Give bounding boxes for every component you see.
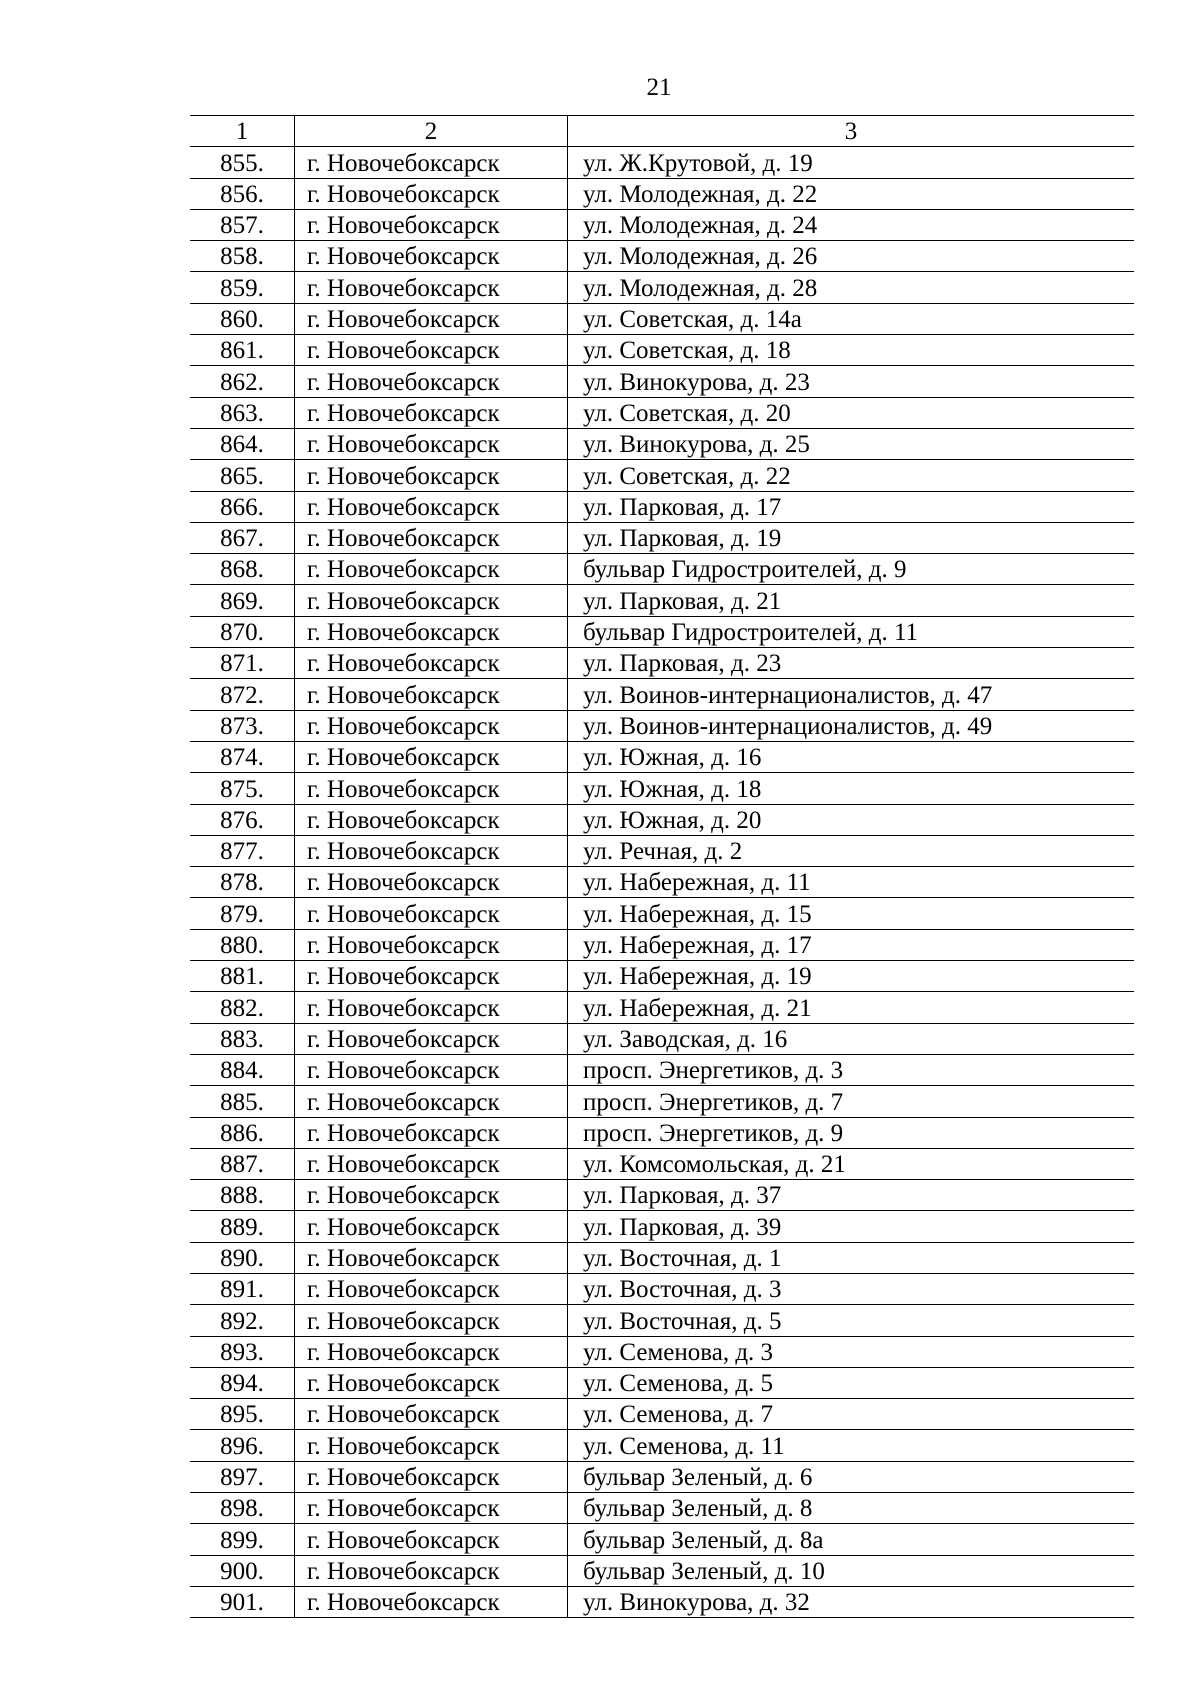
table-row <box>190 1555 1134 1586</box>
table-row <box>190 710 1134 741</box>
row-address-cell: ул. Молодежная, д. 22 <box>568 178 1135 209</box>
row-number-cell: 900. <box>190 1555 295 1586</box>
row-number-cell: 893. <box>190 1336 295 1367</box>
row-city-cell: г. Новочебоксарск <box>295 992 568 1023</box>
table-row <box>190 554 1134 585</box>
row-number-cell: 869. <box>190 585 295 616</box>
row-address-cell: бульвар Гидростроителей, д. 9 <box>568 554 1135 585</box>
row-city-cell: г. Новочебоксарск <box>295 1336 568 1367</box>
table-row <box>190 929 1134 960</box>
row-address-cell: бульвар Зеленый, д. 8 <box>568 1493 1135 1524</box>
row-number-cell: 895. <box>190 1399 295 1430</box>
table-row <box>190 460 1134 491</box>
table-row <box>190 1023 1134 1054</box>
row-address-cell: ул. Советская, д. 22 <box>568 460 1135 491</box>
row-address-cell: бульвар Гидростроителей, д. 11 <box>568 616 1135 647</box>
row-number-cell: 864. <box>190 428 295 459</box>
row-number-cell: 891. <box>190 1273 295 1304</box>
row-city-cell: г. Новочебоксарск <box>295 1461 568 1492</box>
table-row <box>190 147 1134 178</box>
table-row <box>190 272 1134 303</box>
row-city-cell: г. Новочебоксарск <box>295 241 568 272</box>
table-row <box>190 1211 1134 1242</box>
table-row <box>190 835 1134 866</box>
table-row <box>190 1148 1134 1179</box>
row-city-cell: г. Новочебоксарск <box>295 1367 568 1398</box>
row-number-cell: 894. <box>190 1367 295 1398</box>
row-number-cell: 886. <box>190 1117 295 1148</box>
table-row <box>190 303 1134 334</box>
table-row <box>190 1180 1134 1211</box>
row-address-cell: ул. Советская, д. 14а <box>568 303 1135 334</box>
table-row <box>190 961 1134 992</box>
row-city-cell: г. Новочебоксарск <box>295 1273 568 1304</box>
row-number-cell: 882. <box>190 992 295 1023</box>
row-number-cell: 888. <box>190 1180 295 1211</box>
row-city-cell: г. Новочебоксарск <box>295 804 568 835</box>
row-address-cell: ул. Винокурова, д. 25 <box>568 428 1135 459</box>
page-number: 21 <box>646 74 672 101</box>
row-number-cell: 885. <box>190 1086 295 1117</box>
row-number-cell: 898. <box>190 1493 295 1524</box>
row-city-cell: г. Новочебоксарск <box>295 554 568 585</box>
row-number-cell: 901. <box>190 1586 295 1617</box>
row-number-cell: 887. <box>190 1148 295 1179</box>
header-cell-number: 1 <box>190 116 295 147</box>
address-table <box>190 115 1134 1618</box>
row-address-cell: ул. Восточная, д. 1 <box>568 1242 1135 1273</box>
row-city-cell: г. Новочебоксарск <box>295 178 568 209</box>
row-city-cell: г. Новочебоксарск <box>295 1586 568 1617</box>
row-address-cell: ул. Восточная, д. 5 <box>568 1305 1135 1336</box>
table-row <box>190 1430 1134 1461</box>
row-city-cell: г. Новочебоксарск <box>295 898 568 929</box>
row-city-cell: г. Новочебоксарск <box>295 585 568 616</box>
row-city-cell: г. Новочебоксарск <box>295 1148 568 1179</box>
row-address-cell: ул. Парковая, д. 23 <box>568 648 1135 679</box>
row-address-cell: бульвар Зеленый, д. 10 <box>568 1555 1135 1586</box>
table-row <box>190 804 1134 835</box>
row-city-cell: г. Новочебоксарск <box>295 397 568 428</box>
row-address-cell: ул. Винокурова, д. 23 <box>568 366 1135 397</box>
row-city-cell: г. Новочебоксарск <box>295 1180 568 1211</box>
row-number-cell: 872. <box>190 679 295 710</box>
row-address-cell: ул. Парковая, д. 17 <box>568 491 1135 522</box>
table-row <box>190 1117 1134 1148</box>
row-city-cell: г. Новочебоксарск <box>295 1117 568 1148</box>
row-city-cell: г. Новочебоксарск <box>295 929 568 960</box>
row-city-cell: г. Новочебоксарск <box>295 1023 568 1054</box>
table-row <box>190 428 1134 459</box>
row-number-cell: 873. <box>190 710 295 741</box>
row-address-cell: ул. Набережная, д. 21 <box>568 992 1135 1023</box>
row-address-cell: бульвар Зеленый, д. 6 <box>568 1461 1135 1492</box>
row-city-cell: г. Новочебоксарск <box>295 648 568 679</box>
row-address-cell: ул. Семенова, д. 7 <box>568 1399 1135 1430</box>
row-city-cell: г. Новочебоксарск <box>295 272 568 303</box>
table-row <box>190 898 1134 929</box>
row-city-cell: г. Новочебоксарск <box>295 741 568 772</box>
row-address-cell: ул. Южная, д. 16 <box>568 741 1135 772</box>
row-city-cell: г. Новочебоксарск <box>295 679 568 710</box>
row-address-cell: ул. Речная, д. 2 <box>568 835 1135 866</box>
row-number-cell: 880. <box>190 929 295 960</box>
table-row <box>190 992 1134 1023</box>
row-city-cell: г. Новочебоксарск <box>295 335 568 366</box>
table-row <box>190 209 1134 240</box>
table-row <box>190 741 1134 772</box>
table-row <box>190 773 1134 804</box>
table-row <box>190 616 1134 647</box>
row-city-cell: г. Новочебоксарск <box>295 867 568 898</box>
table-row <box>190 1493 1134 1524</box>
row-number-cell: 860. <box>190 303 295 334</box>
row-number-cell: 883. <box>190 1023 295 1054</box>
row-number-cell: 897. <box>190 1461 295 1492</box>
row-address-cell: ул. Набережная, д. 17 <box>568 929 1135 960</box>
row-number-cell: 867. <box>190 522 295 553</box>
table-header-row <box>190 116 1134 147</box>
row-address-cell: ул. Южная, д. 20 <box>568 804 1135 835</box>
table-row <box>190 241 1134 272</box>
row-address-cell: ул. Винокурова, д. 32 <box>568 1586 1135 1617</box>
table-row <box>190 491 1134 522</box>
row-address-cell: ул. Южная, д. 18 <box>568 773 1135 804</box>
row-number-cell: 877. <box>190 835 295 866</box>
header-cell-address: 3 <box>568 116 1135 147</box>
row-city-cell: г. Новочебоксарск <box>295 1493 568 1524</box>
table-row <box>190 1054 1134 1085</box>
table-row <box>190 1086 1134 1117</box>
table-row <box>190 1273 1134 1304</box>
row-number-cell: 884. <box>190 1054 295 1085</box>
table-row <box>190 867 1134 898</box>
table-row <box>190 366 1134 397</box>
row-city-cell: г. Новочебоксарск <box>295 773 568 804</box>
table-row <box>190 335 1134 366</box>
table-row <box>190 648 1134 679</box>
row-address-cell: ул. Семенова, д. 11 <box>568 1430 1135 1461</box>
row-address-cell: бульвар Зеленый, д. 8а <box>568 1524 1135 1555</box>
row-address-cell: ул. Ж.Крутовой, д. 19 <box>568 147 1135 178</box>
row-city-cell: г. Новочебоксарск <box>295 1054 568 1085</box>
row-address-cell: ул. Воинов-интернационалистов, д. 47 <box>568 679 1135 710</box>
row-number-cell: 875. <box>190 773 295 804</box>
row-city-cell: г. Новочебоксарск <box>295 1305 568 1336</box>
row-address-cell: ул. Молодежная, д. 26 <box>568 241 1135 272</box>
row-city-cell: г. Новочебоксарск <box>295 1524 568 1555</box>
row-address-cell: просп. Энергетиков, д. 7 <box>568 1086 1135 1117</box>
row-address-cell: ул. Советская, д. 20 <box>568 397 1135 428</box>
row-address-cell: ул. Набережная, д. 15 <box>568 898 1135 929</box>
row-number-cell: 859. <box>190 272 295 303</box>
table-row <box>190 1524 1134 1555</box>
row-city-cell: г. Новочебоксарск <box>295 491 568 522</box>
row-city-cell: г. Новочебоксарск <box>295 1242 568 1273</box>
table-row <box>190 1367 1134 1398</box>
row-number-cell: 890. <box>190 1242 295 1273</box>
row-address-cell: ул. Молодежная, д. 28 <box>568 272 1135 303</box>
table-row <box>190 1586 1134 1617</box>
row-address-cell: ул. Молодежная, д. 24 <box>568 209 1135 240</box>
row-address-cell: ул. Парковая, д. 37 <box>568 1180 1135 1211</box>
row-address-cell: ул. Набережная, д. 11 <box>568 867 1135 898</box>
row-city-cell: г. Новочебоксарск <box>295 835 568 866</box>
row-city-cell: г. Новочебоксарск <box>295 522 568 553</box>
row-address-cell: ул. Парковая, д. 39 <box>568 1211 1135 1242</box>
row-address-cell: ул. Парковая, д. 21 <box>568 585 1135 616</box>
row-number-cell: 858. <box>190 241 295 272</box>
table-row <box>190 585 1134 616</box>
address-table-body <box>190 116 1134 1618</box>
row-city-cell: г. Новочебоксарск <box>295 961 568 992</box>
row-number-cell: 899. <box>190 1524 295 1555</box>
row-city-cell: г. Новочебоксарск <box>295 1430 568 1461</box>
row-number-cell: 896. <box>190 1430 295 1461</box>
row-address-cell: ул. Семенова, д. 3 <box>568 1336 1135 1367</box>
row-address-cell: ул. Советская, д. 18 <box>568 335 1135 366</box>
row-number-cell: 865. <box>190 460 295 491</box>
row-number-cell: 878. <box>190 867 295 898</box>
row-number-cell: 876. <box>190 804 295 835</box>
row-number-cell: 868. <box>190 554 295 585</box>
row-city-cell: г. Новочебоксарск <box>295 366 568 397</box>
row-address-cell: ул. Комсомольская, д. 21 <box>568 1148 1135 1179</box>
table-row <box>190 679 1134 710</box>
row-city-cell: г. Новочебоксарск <box>295 1555 568 1586</box>
table-row <box>190 1242 1134 1273</box>
row-city-cell: г. Новочебоксарск <box>295 460 568 491</box>
row-city-cell: г. Новочебоксарск <box>295 1086 568 1117</box>
row-city-cell: г. Новочебоксарск <box>295 616 568 647</box>
row-number-cell: 870. <box>190 616 295 647</box>
table-row <box>190 1305 1134 1336</box>
row-number-cell: 856. <box>190 178 295 209</box>
table-row <box>190 1336 1134 1367</box>
row-number-cell: 863. <box>190 397 295 428</box>
row-address-cell: просп. Энергетиков, д. 9 <box>568 1117 1135 1148</box>
row-number-cell: 855. <box>190 147 295 178</box>
row-city-cell: г. Новочебоксарск <box>295 303 568 334</box>
row-address-cell: ул. Парковая, д. 19 <box>568 522 1135 553</box>
header-cell-city: 2 <box>295 116 568 147</box>
row-number-cell: 862. <box>190 366 295 397</box>
row-address-cell: ул. Воинов-интернационалистов, д. 49 <box>568 710 1135 741</box>
row-city-cell: г. Новочебоксарск <box>295 1399 568 1430</box>
row-address-cell: ул. Заводская, д. 16 <box>568 1023 1135 1054</box>
table-row <box>190 522 1134 553</box>
row-city-cell: г. Новочебоксарск <box>295 147 568 178</box>
row-number-cell: 866. <box>190 491 295 522</box>
row-number-cell: 874. <box>190 741 295 772</box>
row-number-cell: 861. <box>190 335 295 366</box>
row-address-cell: просп. Энергетиков, д. 3 <box>568 1054 1135 1085</box>
row-number-cell: 881. <box>190 961 295 992</box>
table-row <box>190 397 1134 428</box>
row-city-cell: г. Новочебоксарск <box>295 209 568 240</box>
row-number-cell: 892. <box>190 1305 295 1336</box>
table-row <box>190 178 1134 209</box>
row-city-cell: г. Новочебоксарск <box>295 710 568 741</box>
row-number-cell: 871. <box>190 648 295 679</box>
row-address-cell: ул. Восточная, д. 3 <box>568 1273 1135 1304</box>
row-city-cell: г. Новочебоксарск <box>295 428 568 459</box>
row-address-cell: ул. Набережная, д. 19 <box>568 961 1135 992</box>
row-address-cell: ул. Семенова, д. 5 <box>568 1367 1135 1398</box>
row-city-cell: г. Новочебоксарск <box>295 1211 568 1242</box>
row-number-cell: 857. <box>190 209 295 240</box>
table-row <box>190 1399 1134 1430</box>
table-row <box>190 1461 1134 1492</box>
row-number-cell: 879. <box>190 898 295 929</box>
row-number-cell: 889. <box>190 1211 295 1242</box>
